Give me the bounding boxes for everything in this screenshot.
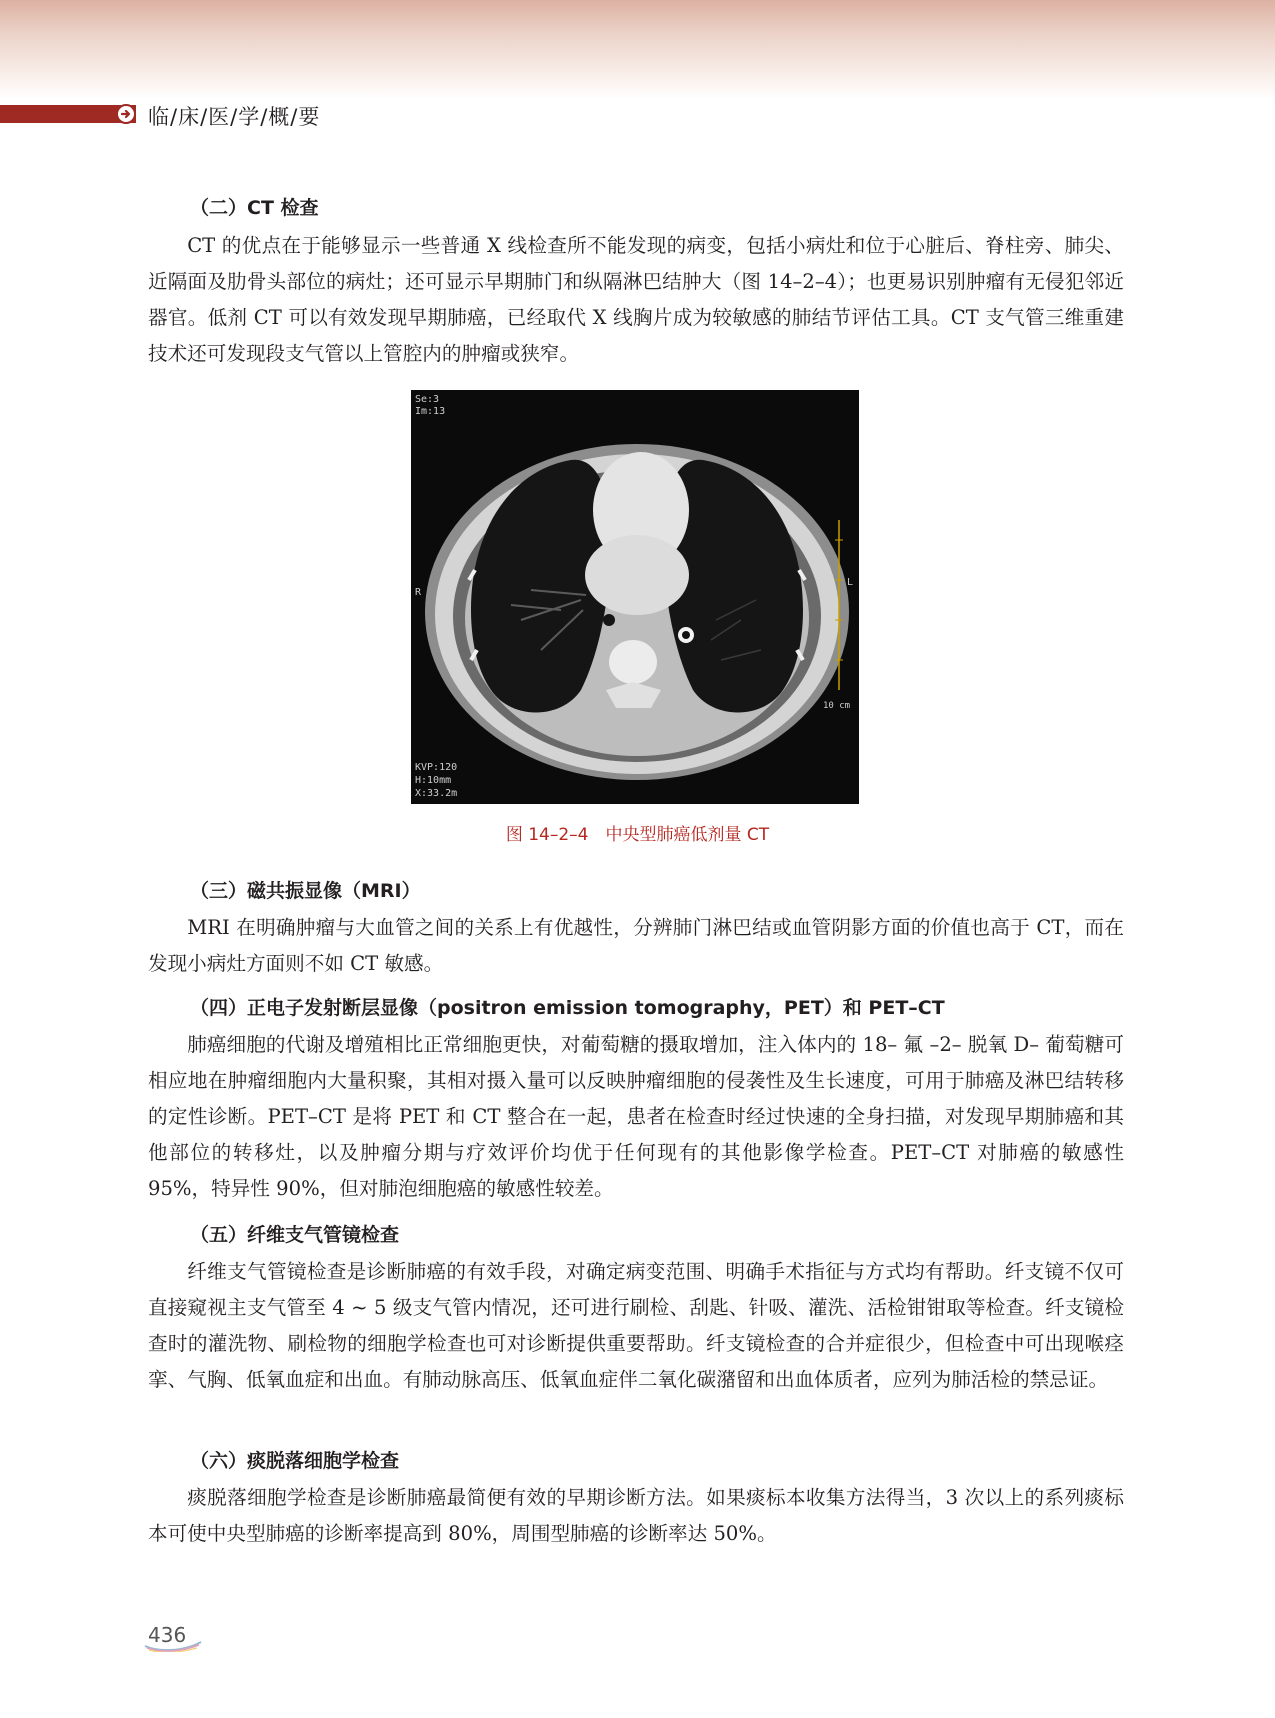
- paragraph-pet: 肺癌细胞的代谢及增殖相比正常细胞更快，对葡萄糖的摄取增加，注入体内的 18– 氟 –2– 脱氧 D– 葡萄糖可相应地在肿瘤细胞内大量积聚，其相对摄入量可以反映肿瘤细胞的侵袭性及生长速度，可用于肺癌及淋巴结转移的定性诊断。PET–CT 是将 PET 和 CT 整合在一起，患者在检查时经过快速的全身扫描，对发现早期肺癌和其他部位的转移灶，以及肿瘤分期与疗效评价均优于任何现有的其他影像学检查。PET–CT 对肺癌的敏感性 95%，特异性 90%，但对肺泡细胞癌的敏感性较差。: [148, 1033, 1124, 1200]
- page-number-swoosh-icon: [143, 1638, 203, 1652]
- ct-overlay-position: X:33.2m: [415, 788, 458, 799]
- ct-overlay-scale-label: 10 cm: [823, 701, 851, 711]
- page-number: 436: [148, 1623, 187, 1647]
- section-heading-pet: （四）正电子发射断层显像（positron emission tomography，PET）和 PET–CT: [190, 997, 945, 1019]
- ct-overlay-image: Im:13: [415, 406, 446, 417]
- ct-overlay-right-marker: R: [415, 587, 422, 598]
- paragraph-bronchoscopy: 纤维支气管镜检查是诊断肺癌的有效手段，对确定病变范围、明确手术指征与方式均有帮助。纤支镜不仅可直接窥视主支气管至 4 ~ 5 级支气管内情况，还可进行刷检、刮匙、针吸、灌洗、活检钳钳取等检查。纤支镜检查时的灌洗物、刷检物的细胞学检查也可对诊断提供重要帮助。纤支镜检查的合并症很少，但检查中可出现喉痉挛、气胸、低氧血症和出血。有肺动脉高压、低氧血症伴二氧化碳潴留和出血体质者，应列为肺活检的禁忌证。: [148, 1260, 1124, 1391]
- paragraph-mri: MRI 在明确肿瘤与大血管之间的关系上有优越性，分辨肺门淋巴结或血管阴影方面的价值也高于 CT，而在发现小病灶方面则不如 CT 敏感。: [148, 916, 1124, 975]
- ct-overlay-thickness: H:10mm: [415, 775, 452, 786]
- figure-caption: 图 14–2–4 中央型肺癌低剂量 CT: [505, 825, 770, 845]
- section-heading-bronchoscopy: （五）纤维支气管镜检查: [190, 1224, 400, 1246]
- ct-overlay-left-marker: L: [847, 577, 854, 588]
- section-heading-mri: （三）磁共振显像（MRI）: [190, 880, 421, 902]
- running-header-title: 临/床/医/学/概/要: [148, 105, 321, 129]
- section-heading-ct: （二）CT 检查: [190, 197, 319, 219]
- paragraph-sputum: 痰脱落细胞学检查是诊断肺癌最简便有效的早期诊断方法。如果痰标本收集方法得当，3 次以上的系列痰标本可使中央型肺癌的诊断率提高到 80%，周围型肺癌的诊断率达 50%。: [148, 1486, 1124, 1545]
- ct-overlay-kvp: KVP:120: [415, 762, 458, 773]
- arrow-right-icon: [116, 104, 136, 124]
- header-band: [0, 0, 1275, 100]
- section-heading-sputum: （六）痰脱落细胞学检查: [190, 1450, 400, 1472]
- paragraph-ct: CT 的优点在于能够显示一些普通 X 线检查所不能发现的病变，包括小病灶和位于心脏后、脊柱旁、肺尖、近隔面及肋骨头部位的病灶；还可显示早期肺门和纵隔淋巴结肿大（图 14–2–4）；也更易识别肿瘤有无侵犯邻近器官。低剂 CT 可以有效发现早期肺癌，已经取代 X 线胸片成为较敏感的肺结节评估工具。CT 支气管三维重建技术还可发现段支气管以上管腔内的肿瘤或狭窄。: [148, 234, 1124, 365]
- ct-scan-image: [411, 390, 859, 804]
- ct-overlay-series: Se:3: [415, 394, 440, 405]
